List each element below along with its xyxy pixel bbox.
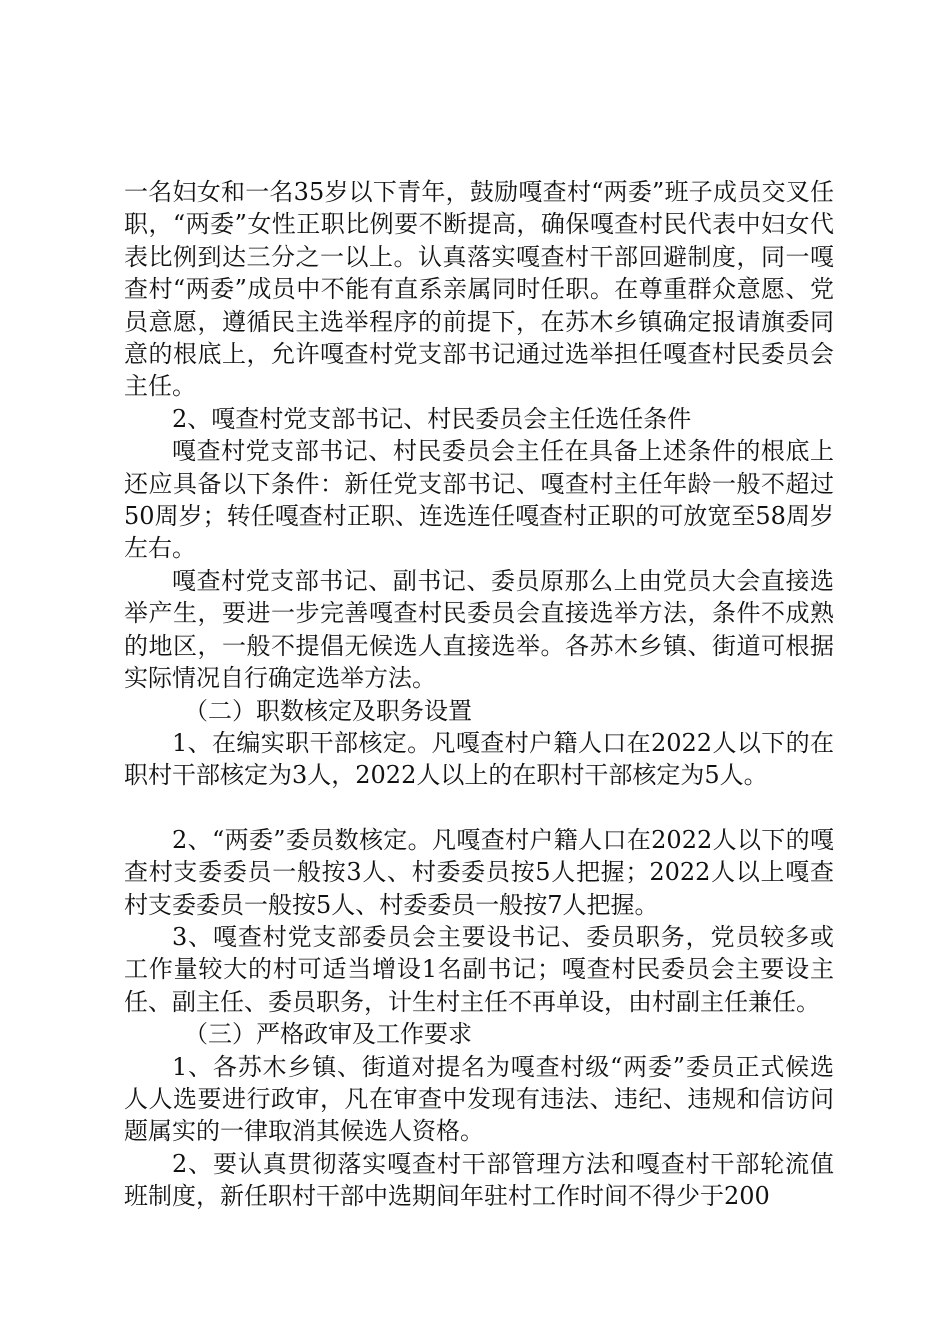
paragraph-duty-system: 2、要认真贯彻落实嘎查村干部管理方法和嘎查村干部轮流值班制度，新任职村干部中选期间年驻村工作时间不得少于200 [124, 1149, 834, 1211]
paragraph-age-requirements: 嘎查村党支部书记、村民委员会主任在具备上述条件的根底上还应具备以下条件：新任党支部书记、嘎查村主任年龄一般不超过50周岁；转任嘎查村正职、连选连任嘎查村正职的可放宽至58周岁左右。 [124, 437, 834, 563]
document-body [124, 176, 834, 1213]
section-heading-review: （三）严格政审及工作要求 [184, 1020, 472, 1049]
paragraph-subheading-qualifications: 2、嘎查村党支部书记、村民委员会主任选任条件 [172, 404, 692, 433]
paragraph-candidate-composition: 一名妇女和一名35岁以下青年，鼓励嘎查村“两委”班子成员交叉任职，“两委”女性正职比例要不断提高，确保嘎查村民代表中妇女代表比例到达三分之一以上。认真落实嘎查村干部回避制度，同一嘎查村“两委”成员中不能有直系亲属同时任职。在尊重群众意愿、党员意愿，遵循民主选举程序的前提下，在苏木乡镇确定报请旗委同意的根底上，允许嘎查村党支部书记通过选举担任嘎查村民委员会主任。 [124, 178, 834, 401]
paragraph-position-setup: 3、嘎查村党支部委员会主要设书记、委员职务，党员较多或工作量较大的村可适当增设1名副书记；嘎查村民委员会主要设主任、副主任、委员职务，计生村主任不再单设，由村副主任兼任。 [124, 922, 834, 1016]
paragraph-committee-quota: 2、“两委”委员数核定。凡嘎查村户籍人口在2022人以下的嘎查村支委委员一般按3人、村委委员按5人把握；2022人以上嘎查村支委委员一般按5人、村委委员一般按7人把握。 [124, 825, 834, 919]
paragraph-election-method: 嘎查村党支部书记、副书记、委员原那么上由党员大会直接选举产生，要进一步完善嘎查村民委员会直接选举方法，条件不成熟的地区，一般不提倡无候选人直接选举。各苏木乡镇、街道可根据实际情况自行确定选举方法。 [124, 566, 834, 693]
paragraph-staff-quota: 1、在编实职干部核定。凡嘎查村户籍人口在2022人以下的在职村干部核定为3人，2022人以上的在职村干部核定为5人。 [124, 728, 834, 790]
paragraph-political-review: 1、各苏木乡镇、街道对提名为嘎查村级“两委”委员正式候选人人选要进行政审，凡在审查中发现有违法、违纪、违规和信访问题属实的一律取消其候选人资格。 [124, 1052, 834, 1146]
section-heading-positions: （二）职数核定及职务设置 [184, 696, 472, 725]
